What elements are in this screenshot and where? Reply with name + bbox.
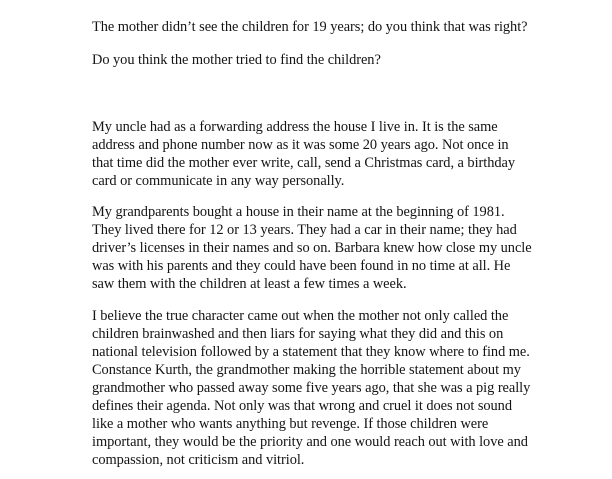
paragraph-line: My uncle had as a forwarding address the house I live in. It is the same xyxy=(92,119,498,135)
paragraph-line: saw them with the children at least a few times a week. xyxy=(92,276,407,292)
paragraph-line: defines their agenda. Not only was that wrong and cruel it does not sound xyxy=(92,398,512,414)
paragraph-line: compassion, not criticism and vitriol. xyxy=(92,452,305,468)
paragraph-line: that time did the mother ever write, call, send a Christmas card, a birthday xyxy=(92,155,515,171)
paragraph-line: was with his parents and they could have been found in no time at all. He xyxy=(92,258,511,274)
paragraph-line: children brainwashed and then liars for saying what they did and this on xyxy=(92,326,504,342)
paragraph-line: My grandparents bought a house in their name at the beginning of 1981. xyxy=(92,204,505,220)
paragraph-line: Constance Kurth, the grandmother making the horrible statement about my xyxy=(92,362,521,378)
question-line: The mother didn’t see the children for 19 years; do you think that was right? xyxy=(92,19,528,35)
question-line: Do you think the mother tried to find the children? xyxy=(92,52,381,68)
paragraph-line: grandmother who passed away some five years ago, that she was a pig really xyxy=(92,380,531,396)
paragraph-line: national television followed by a statement that they know where to find me. xyxy=(92,344,530,360)
paragraph-line: I believe the true character came out when the mother not only called the xyxy=(92,308,509,324)
paragraph-line: like a mother who wants anything but revenge. If those children were xyxy=(92,416,489,432)
paragraph-line: important, they would be the priority and one would reach out with love and xyxy=(92,434,528,450)
paragraph-line: address and phone number now as it was some 20 years ago. Not once in xyxy=(92,137,509,153)
paragraph-line: They lived there for 12 or 13 years. They had a car in their name; they had xyxy=(92,222,517,238)
paragraph-line: card or communicate in any way personally. xyxy=(92,173,345,189)
paragraph-line: driver’s licenses in their names and so on. Barbara knew how close my uncle xyxy=(92,240,532,256)
